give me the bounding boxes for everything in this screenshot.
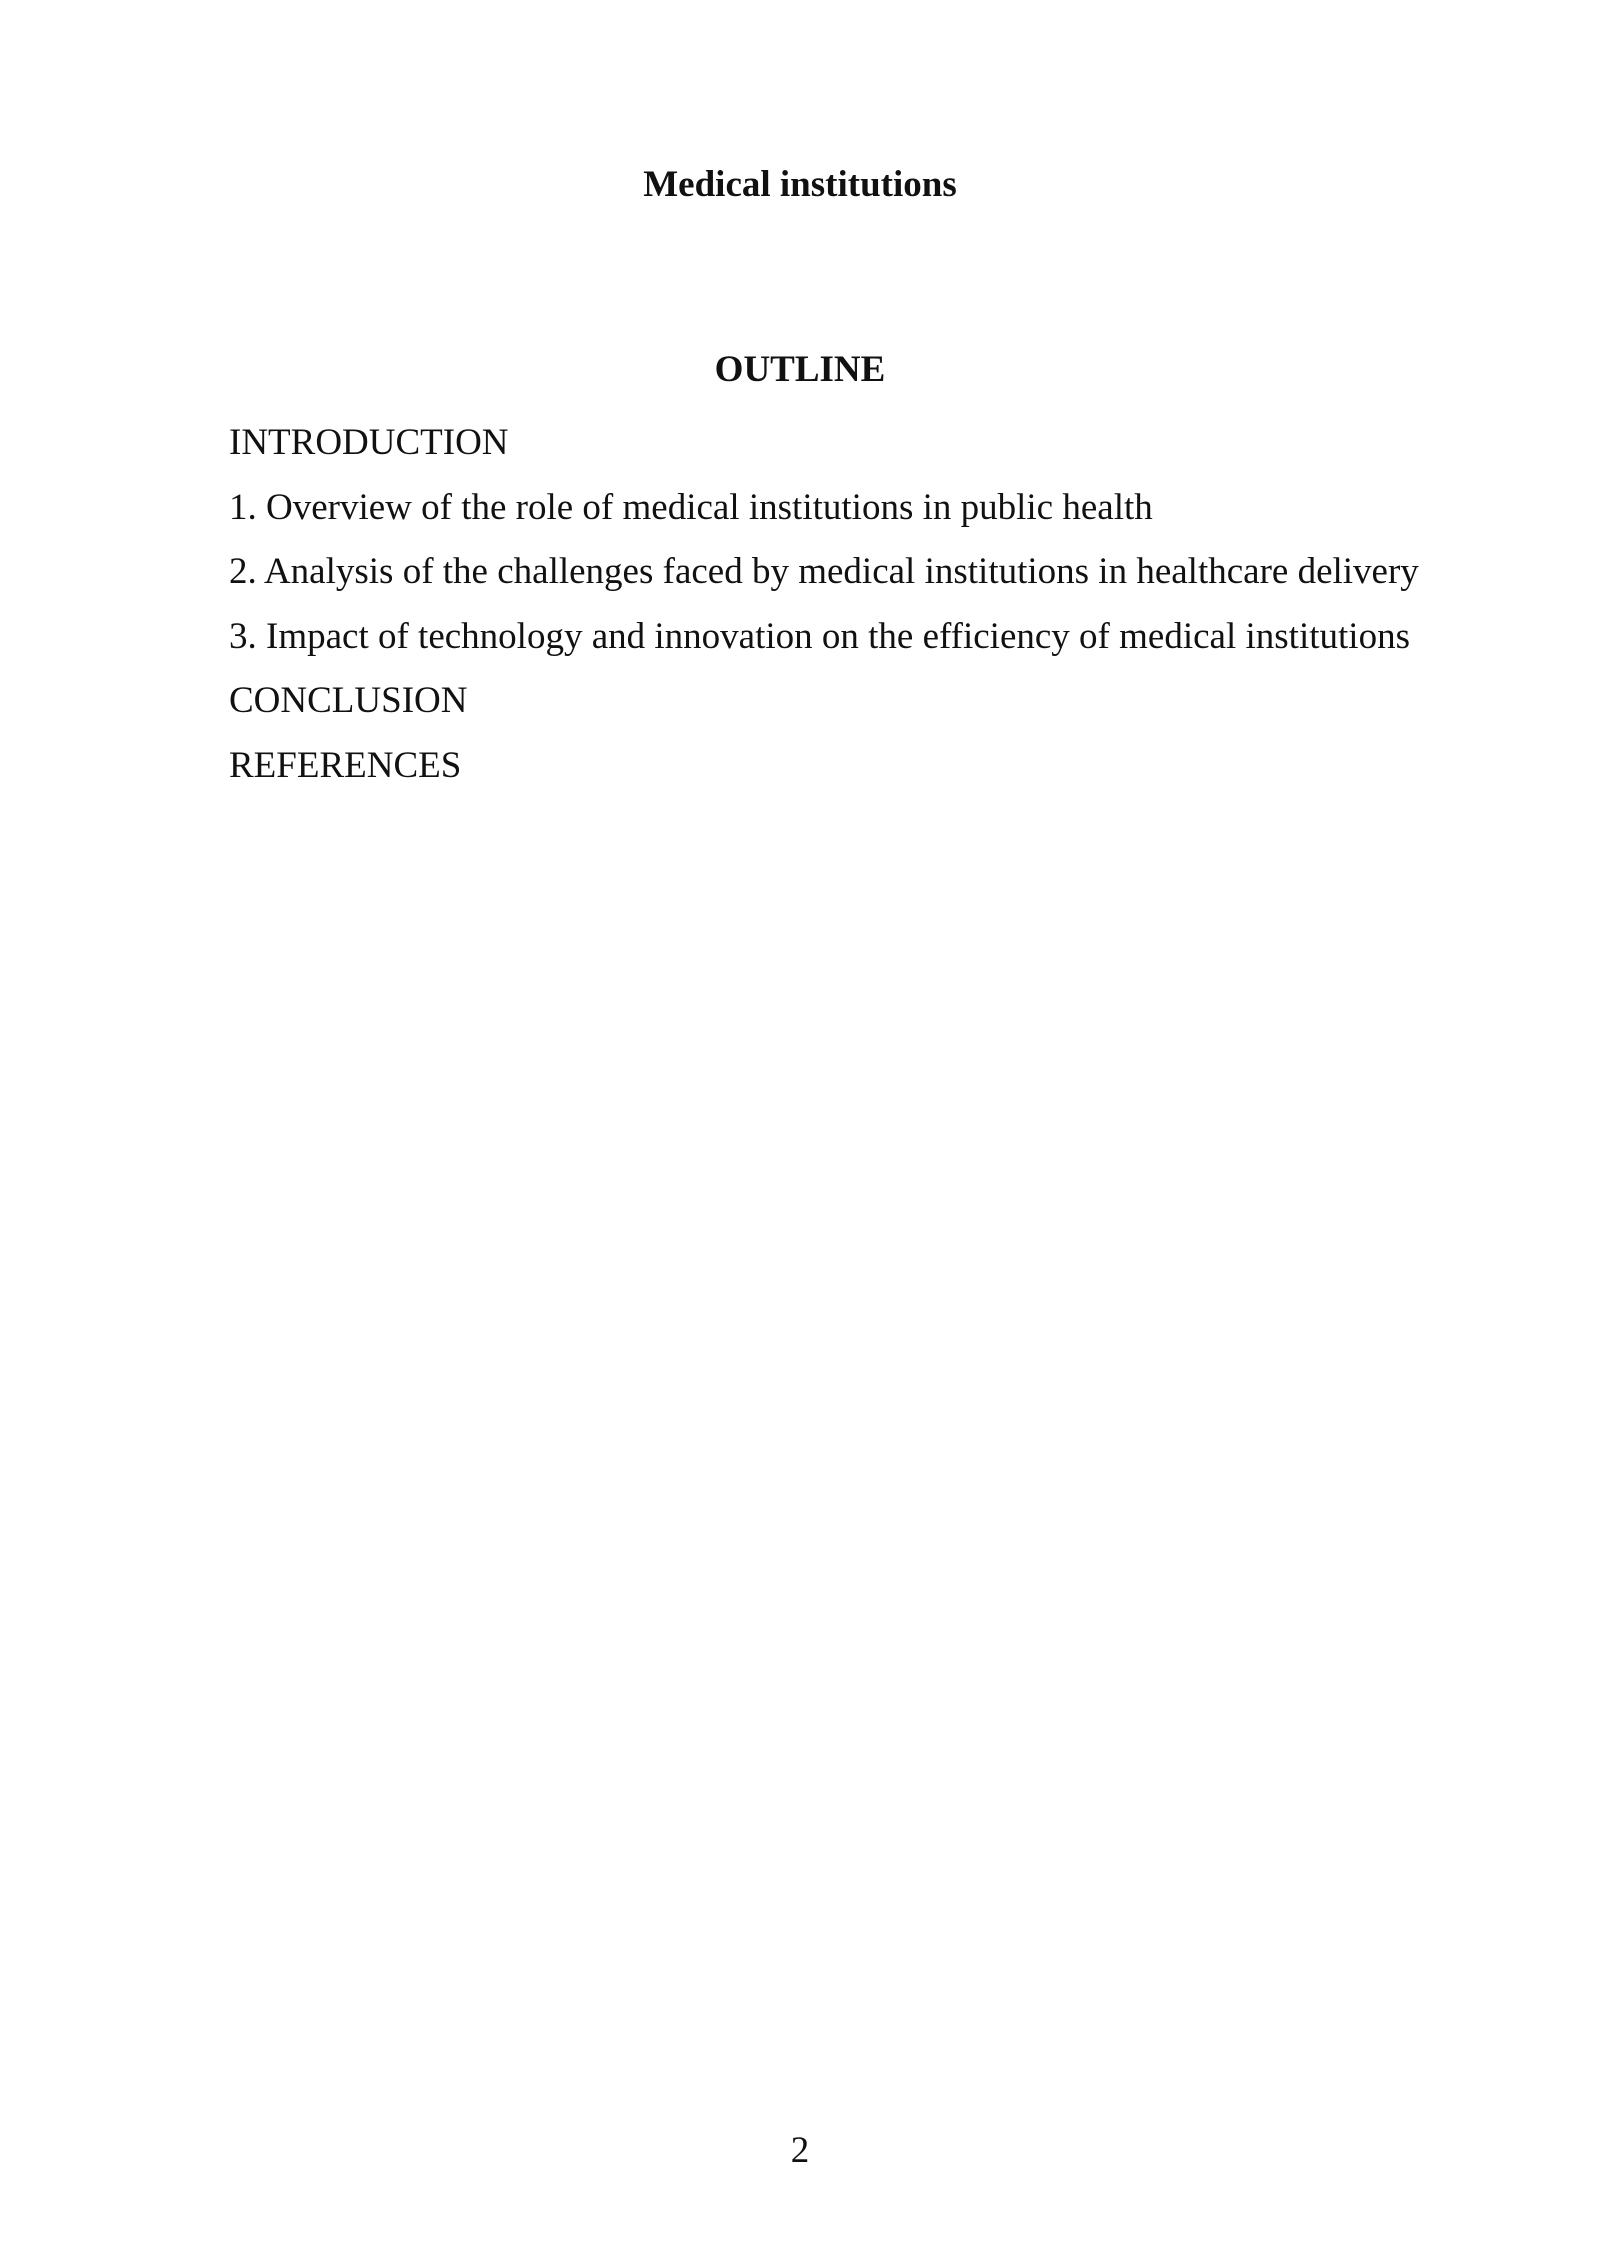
outline-item-2: 2. Analysis of the challenges faced by medical institutions in healthcare delivery <box>229 551 1419 592</box>
outline-item-1: 1. Overview of the role of medical institutions in public health <box>229 486 1153 528</box>
outline-item-conclusion: CONCLUSION <box>229 680 468 721</box>
document-title: Medical institutions <box>643 164 957 205</box>
outline-item-introduction: INTRODUCTION <box>229 422 509 463</box>
outline-item-3: 3. Impact of technology and innovation on the efficiency of medical institutions <box>229 615 1410 657</box>
outline-item-references: REFERENCES <box>229 744 462 786</box>
page-number: 2 <box>790 2130 810 2171</box>
outline-list <box>229 420 1529 807</box>
outline-heading: OUTLINE <box>714 349 886 390</box>
